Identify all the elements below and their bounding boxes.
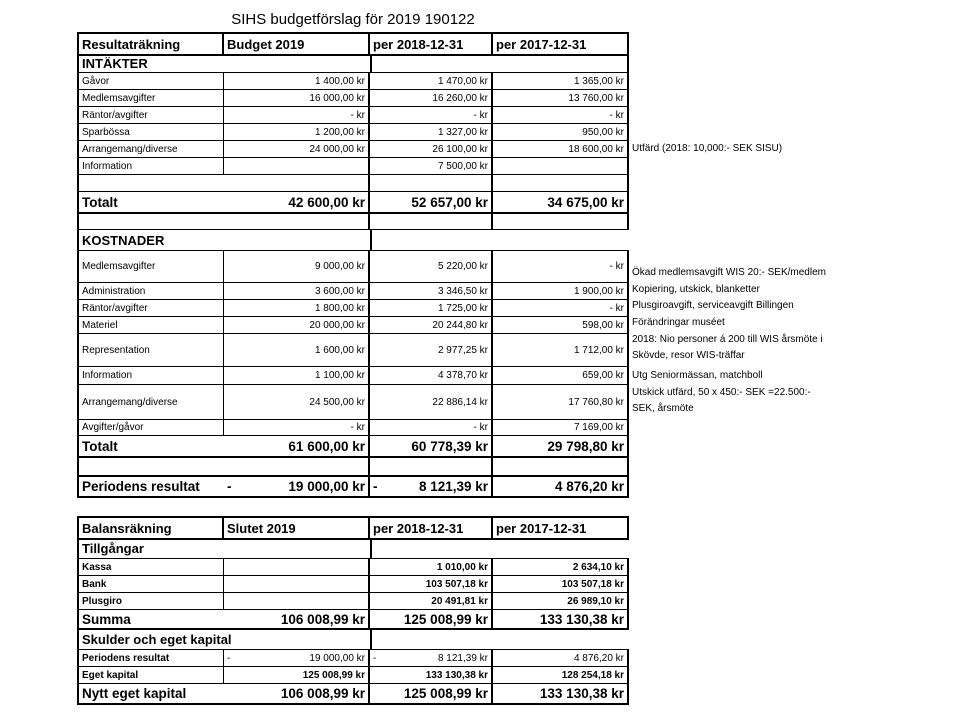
value-2018: 60 778,39 kr bbox=[370, 436, 493, 456]
new-equity-row bbox=[77, 684, 629, 705]
value-2017: 128 254,18 kr bbox=[493, 667, 629, 683]
cost-section-title: KOSTNADER bbox=[77, 230, 370, 250]
value-2018: 3 346,50 kr bbox=[370, 283, 493, 299]
value-2017: - kr bbox=[493, 251, 629, 282]
spacer-row bbox=[77, 175, 629, 192]
row-label: Totalt bbox=[77, 192, 224, 212]
budget-value: 20 000,00 kr bbox=[224, 317, 370, 333]
value-2018: 103 507,18 kr bbox=[370, 576, 493, 592]
value-2017 bbox=[493, 158, 629, 174]
table-row bbox=[77, 107, 629, 124]
note-arr-line2: SEK, årsmöte bbox=[632, 403, 694, 414]
budget-value: - kr bbox=[224, 107, 370, 123]
balance-header-label: Balansräkning bbox=[77, 518, 224, 538]
row-label: Arrangemang/diverse bbox=[77, 141, 224, 157]
budget-value: 24 000,00 kr bbox=[224, 141, 370, 157]
table-row bbox=[77, 141, 629, 158]
value-2017: 7 169,00 kr bbox=[493, 420, 629, 435]
row-label: Totalt bbox=[77, 436, 224, 456]
value-2017: 4 876,20 kr bbox=[493, 650, 629, 666]
budget-value bbox=[224, 650, 370, 666]
row-label: Räntor/avgifter bbox=[77, 300, 224, 316]
budget-value bbox=[224, 576, 370, 592]
amount: 8 121,39 kr bbox=[437, 652, 488, 664]
liabilities-section-title: Skulder och eget kapital bbox=[77, 630, 370, 649]
note-repr-line1: 2018: Nio personer á 200 till WIS årsmöte i bbox=[632, 334, 823, 345]
value-2018: 22 886,14 kr bbox=[370, 385, 493, 419]
row-label: Bank bbox=[77, 576, 224, 592]
row-label: Medlemsavgifter bbox=[77, 90, 224, 106]
value-2017: 13 760,00 kr bbox=[493, 90, 629, 106]
amount: 19 000,00 kr bbox=[288, 479, 365, 494]
assets-sum-row bbox=[77, 610, 629, 630]
row-label: Gåvor bbox=[77, 73, 224, 89]
note-admin: Kopiering, utskick, blanketter bbox=[632, 284, 760, 295]
table-row bbox=[77, 158, 629, 175]
value-2018: 26 100,00 kr bbox=[370, 141, 493, 157]
table-row bbox=[77, 334, 629, 367]
table-row bbox=[77, 300, 629, 317]
minus-sign: - bbox=[373, 479, 378, 494]
budget-value: 24 500,00 kr bbox=[224, 385, 370, 419]
table-row bbox=[77, 385, 629, 420]
budget-value: 1 600,00 kr bbox=[224, 334, 370, 366]
note-info: Utg Seniormässan, matchboll bbox=[632, 370, 763, 381]
value-2018: 1 327,00 kr bbox=[370, 124, 493, 140]
value-2017: 133 130,38 kr bbox=[493, 684, 629, 703]
income-total-row bbox=[77, 192, 629, 214]
value-2018: 5 220,00 kr bbox=[370, 251, 493, 282]
budget-value bbox=[224, 477, 370, 496]
value-2017: 950,00 kr bbox=[493, 124, 629, 140]
row-label: Eget kapital bbox=[77, 667, 224, 683]
results-header-label: Resultaträkning bbox=[77, 34, 224, 54]
minus-sign: - bbox=[373, 652, 377, 664]
note-arr-line1: Utskick utfärd, 50 x 450:- SEK =22.500:- bbox=[632, 387, 811, 398]
budget-value: 106 008,99 kr bbox=[224, 684, 370, 703]
value-2017: 17 760,80 kr bbox=[493, 385, 629, 419]
note-rantor: Plusgiroavgift, serviceavgift Billingen bbox=[632, 300, 794, 311]
budget-value bbox=[224, 559, 370, 575]
results-header-2018: per 2018-12-31 bbox=[370, 34, 493, 54]
row-label: Information bbox=[77, 158, 224, 174]
row-label: Nytt eget kapital bbox=[77, 684, 224, 703]
cost-section-row bbox=[77, 230, 629, 251]
budget-value bbox=[224, 158, 370, 174]
budget-value: 1 400,00 kr bbox=[224, 73, 370, 89]
budget-value: 1 800,00 kr bbox=[224, 300, 370, 316]
value-2018 bbox=[370, 477, 493, 496]
value-2017: 1 365,00 kr bbox=[493, 73, 629, 89]
value-2018: 4 378,70 kr bbox=[370, 367, 493, 384]
note-utfard: Utfärd (2018: 10,000:- SEK SISU) bbox=[632, 143, 783, 154]
value-2018: 2 977,25 kr bbox=[370, 334, 493, 366]
value-2018: 52 657,00 kr bbox=[370, 192, 493, 212]
table-row bbox=[77, 124, 629, 141]
row-label: Periodens resultat bbox=[77, 650, 224, 666]
row-label: Administration bbox=[77, 283, 224, 299]
assets-section-title: Tillgångar bbox=[77, 538, 370, 558]
table-row bbox=[77, 90, 629, 107]
budget-value: 106 008,99 kr bbox=[224, 610, 370, 628]
row-label: Information bbox=[77, 367, 224, 384]
period-result-row bbox=[77, 477, 629, 498]
table-row bbox=[77, 593, 629, 610]
table-row bbox=[77, 667, 629, 684]
row-label: Räntor/avgifter bbox=[77, 107, 224, 123]
budget-value: 1 100,00 kr bbox=[224, 367, 370, 384]
amount: 8 121,39 kr bbox=[418, 479, 488, 494]
row-label: Periodens resultat bbox=[77, 477, 224, 496]
value-2017: - kr bbox=[493, 300, 629, 316]
value-2017: 34 675,00 kr bbox=[493, 192, 629, 212]
budget-value: 61 600,00 kr bbox=[224, 436, 370, 456]
value-2017: 598,00 kr bbox=[493, 317, 629, 333]
value-2017: 29 798,80 kr bbox=[493, 436, 629, 456]
note-materiel: Förändringar muséet bbox=[632, 317, 725, 328]
value-2017: - kr bbox=[493, 107, 629, 123]
results-header-budget: Budget 2019 bbox=[224, 34, 370, 54]
budget-value: - kr bbox=[224, 420, 370, 435]
table-row bbox=[77, 420, 629, 436]
results-header-row bbox=[77, 32, 629, 56]
value-2018: 1 010,00 kr bbox=[370, 559, 493, 575]
spacer-row bbox=[77, 457, 629, 477]
row-label: Plusgiro bbox=[77, 593, 224, 609]
row-label: Materiel bbox=[77, 317, 224, 333]
budget-value: 9 000,00 kr bbox=[224, 251, 370, 282]
balance-header-2018: per 2018-12-31 bbox=[370, 518, 493, 538]
value-2017: 1 712,00 kr bbox=[493, 334, 629, 366]
minus-sign: - bbox=[227, 652, 231, 664]
value-2017: 26 989,10 kr bbox=[493, 593, 629, 609]
note-repr-line2: Skövde, resor WIS-träffar bbox=[632, 350, 745, 361]
value-2017: 103 507,18 kr bbox=[493, 576, 629, 592]
table-row bbox=[77, 367, 629, 385]
balance-header-end-2019: Slutet 2019 bbox=[224, 518, 370, 538]
row-label: Avgifter/gåvor bbox=[77, 420, 224, 435]
table-row bbox=[77, 283, 629, 300]
liabilities-section-row bbox=[77, 630, 629, 650]
row-label: Summa bbox=[77, 610, 224, 628]
value-2017: 659,00 kr bbox=[493, 367, 629, 384]
value-2018: 1 725,00 kr bbox=[370, 300, 493, 316]
value-2018: 20 244,80 kr bbox=[370, 317, 493, 333]
results-header-2017: per 2017-12-31 bbox=[493, 34, 629, 54]
budget-value: 42 600,00 kr bbox=[224, 192, 370, 212]
assets-section-row bbox=[77, 538, 629, 559]
row-label: Representation bbox=[77, 334, 224, 366]
balance-header-row bbox=[77, 516, 629, 540]
row-label: Medlemsavgifter bbox=[77, 251, 224, 282]
value-2017: 1 900,00 kr bbox=[493, 283, 629, 299]
balance-header-2017: per 2017-12-31 bbox=[493, 518, 629, 538]
value-2018 bbox=[370, 650, 493, 666]
value-2018: 133 130,38 kr bbox=[370, 667, 493, 683]
income-section-row bbox=[77, 54, 629, 73]
row-label: Arrangemang/diverse bbox=[77, 385, 224, 419]
minus-sign: - bbox=[227, 479, 232, 494]
cost-total-row bbox=[77, 436, 629, 458]
value-2018: 7 500,00 kr bbox=[370, 158, 493, 174]
value-2018: 20 491,81 kr bbox=[370, 593, 493, 609]
budget-value: 125 008,99 kr bbox=[224, 667, 370, 683]
budget-value: 16 000,00 kr bbox=[224, 90, 370, 106]
value-2018: - kr bbox=[370, 420, 493, 435]
row-label: Kassa bbox=[77, 559, 224, 575]
value-2018: 1 470,00 kr bbox=[370, 73, 493, 89]
table-row bbox=[77, 317, 629, 334]
table-row bbox=[77, 650, 629, 667]
value-2018: 16 260,00 kr bbox=[370, 90, 493, 106]
table-row bbox=[77, 559, 629, 576]
value-2017: 18 600,00 kr bbox=[493, 141, 629, 157]
value-2017: 2 634,10 kr bbox=[493, 559, 629, 575]
value-2017: 133 130,38 kr bbox=[493, 610, 629, 628]
income-section-title: INTÄKTER bbox=[77, 54, 370, 72]
value-2018: 125 008,99 kr bbox=[370, 610, 493, 628]
table-row bbox=[77, 576, 629, 593]
value-2017: 4 876,20 kr bbox=[493, 477, 629, 496]
amount: 19 000,00 kr bbox=[309, 652, 365, 664]
budget-value bbox=[224, 593, 370, 609]
budget-value: 3 600,00 kr bbox=[224, 283, 370, 299]
budget-value: 1 200,00 kr bbox=[224, 124, 370, 140]
note-medlem: Ökad medlemsavgift WIS 20:- SEK/medlem bbox=[632, 267, 826, 278]
value-2018: - kr bbox=[370, 107, 493, 123]
row-label: Sparbössa bbox=[77, 124, 224, 140]
table-row bbox=[77, 73, 629, 90]
document-title: SIHS budgetförslag för 2019 190122 bbox=[231, 11, 475, 28]
table-row bbox=[77, 251, 629, 283]
value-2018: 125 008,99 kr bbox=[370, 684, 493, 703]
spacer-row bbox=[77, 213, 629, 230]
